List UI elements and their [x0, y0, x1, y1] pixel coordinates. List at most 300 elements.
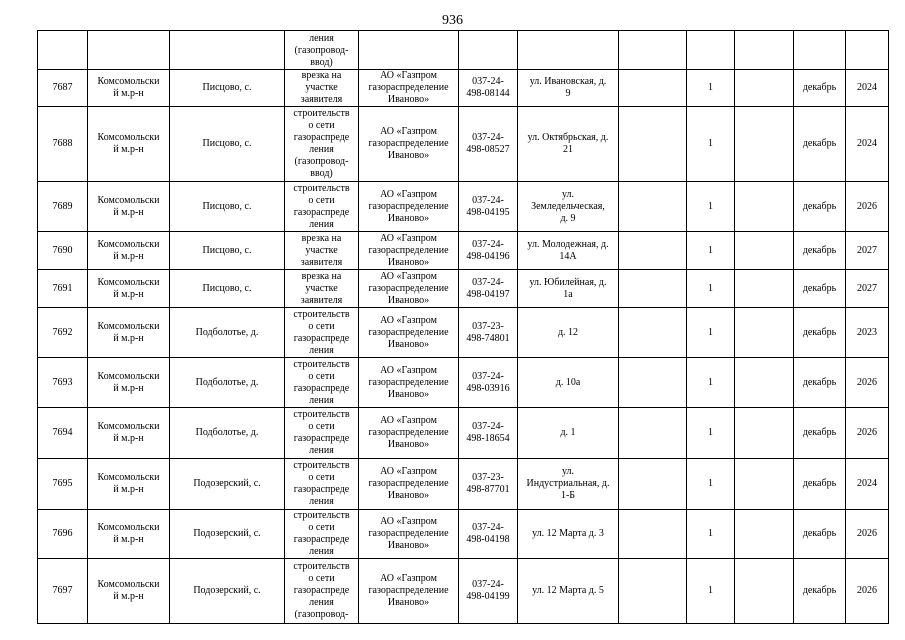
- org-line: АО «Газпром: [380, 232, 437, 244]
- cell-empty-a: [619, 70, 687, 107]
- cell-empty-b: [735, 232, 794, 270]
- org-line: АО «Газпром: [380, 314, 437, 326]
- org-line: газораспределение: [368, 326, 449, 338]
- cell-year: 2026: [846, 510, 889, 559]
- cell-empty-a: [619, 182, 687, 232]
- district-line: й м.р-н: [113, 332, 144, 344]
- cell-qty: 1: [687, 408, 735, 459]
- district-line: й м.р-н: [113, 484, 144, 495]
- district-line: Комсомольски: [97, 276, 160, 288]
- code-line: 037-24-: [472, 76, 504, 87]
- cell-month: декабрь: [794, 70, 846, 107]
- address-line: 9: [565, 88, 571, 99]
- cell-month: [794, 31, 846, 70]
- address-line: ул. Октябрьская, д.: [527, 132, 609, 143]
- district-line: Комсомольски: [97, 472, 160, 483]
- address-line: д. 9: [560, 212, 576, 224]
- code-line: 498-74801: [466, 332, 510, 344]
- cell-org: [359, 308, 459, 358]
- work-type-line: врезка на: [301, 232, 342, 244]
- cell-qty: 1: [687, 270, 735, 308]
- cell-work-type: [285, 358, 359, 408]
- cell-num: 7697: [38, 559, 88, 624]
- address-line: д. 10а: [555, 376, 581, 388]
- cell-org: [359, 70, 459, 107]
- cell-empty-b: [735, 559, 794, 624]
- org-line: газораспределение: [368, 244, 449, 256]
- cell-month: декабрь: [794, 358, 846, 408]
- cell-month: декабрь: [794, 408, 846, 459]
- work-type-line: газораспреде: [293, 132, 350, 143]
- district-line: й м.р-н: [113, 206, 144, 218]
- org-line: Иваново»: [387, 490, 430, 501]
- work-type-line: о сети: [308, 194, 335, 206]
- org-line: АО «Газпром: [380, 270, 437, 282]
- address-line: ул. 12 Марта д. 3: [532, 528, 604, 539]
- cell-year: 2027: [846, 232, 889, 270]
- cell-work-type: [285, 270, 359, 308]
- code-line: 498-04198: [466, 534, 510, 545]
- district-line: й м.р-н: [113, 288, 144, 300]
- cell-district: [88, 232, 170, 270]
- cell-address: [518, 408, 619, 459]
- org-line: Иваново»: [387, 150, 430, 161]
- work-type-line: ления: [309, 496, 334, 507]
- org-line: Иваново»: [387, 212, 430, 224]
- cell-num: 7696: [38, 510, 88, 559]
- table-row: [38, 358, 889, 408]
- code-line: 037-24-: [472, 194, 504, 206]
- code-line: 498-87701: [466, 484, 510, 495]
- district-line: Комсомольски: [97, 194, 160, 206]
- code-line: 037-24-: [472, 579, 504, 590]
- code-line: 037-24-: [472, 238, 504, 250]
- cell-org: [359, 182, 459, 232]
- code-line: 037-24-: [472, 370, 504, 382]
- work-type-line: врезка на: [301, 270, 342, 282]
- work-type-line: строительств: [293, 510, 350, 521]
- code-line: 037-23-: [472, 472, 504, 483]
- cell-address: [518, 107, 619, 182]
- work-type-line: газораспреде: [293, 484, 350, 495]
- cell-empty-a: [619, 408, 687, 459]
- cell-empty-a: [619, 358, 687, 408]
- work-type-line: ления: [309, 597, 334, 608]
- address-line: Земледельческая,: [531, 200, 605, 212]
- cell-org: [359, 107, 459, 182]
- cell-work-type: [285, 232, 359, 270]
- cell-district: [88, 559, 170, 624]
- cell-month: декабрь: [794, 232, 846, 270]
- address-line: д. 12: [557, 326, 579, 338]
- cell-code: [459, 182, 518, 232]
- gas-connection-table: [37, 30, 889, 624]
- code-line: 498-04197: [466, 288, 510, 300]
- address-line: 14А: [559, 250, 577, 262]
- cell-month: декабрь: [794, 270, 846, 308]
- cell-work-type: [285, 459, 359, 510]
- page-number: 936: [442, 13, 463, 28]
- cell-empty-b: [735, 459, 794, 510]
- cell-qty: 1: [687, 510, 735, 559]
- cell-empty-a: [619, 308, 687, 358]
- cell-settlement: Писцово, с.: [170, 182, 285, 232]
- address-line: Индустриальная, д.: [526, 478, 610, 489]
- cell-org: [359, 270, 459, 308]
- work-type-line: строительств: [293, 308, 350, 320]
- cell-district: [88, 182, 170, 232]
- cell-address: [518, 270, 619, 308]
- org-line: газораспределение: [368, 138, 449, 149]
- cell-month: декабрь: [794, 459, 846, 510]
- cell-district: [88, 70, 170, 107]
- cell-address: [518, 308, 619, 358]
- cell-year: 2026: [846, 358, 889, 408]
- cell-num: [38, 31, 88, 70]
- cell-district: [88, 510, 170, 559]
- table-row: [38, 70, 889, 107]
- cell-settlement: Писцово, с.: [170, 107, 285, 182]
- code-line: 498-03916: [466, 382, 510, 394]
- cell-settlement: Подболотье, д.: [170, 308, 285, 358]
- org-line: Иваново»: [387, 388, 430, 400]
- org-line: Иваново»: [387, 439, 430, 450]
- cell-work-type: [285, 510, 359, 559]
- cell-org: [359, 559, 459, 624]
- cell-code: [459, 70, 518, 107]
- code-line: 037-24-: [472, 276, 504, 288]
- org-line: АО «Газпром: [380, 126, 437, 137]
- cell-qty: 1: [687, 107, 735, 182]
- work-type-line: участке: [305, 244, 338, 256]
- cell-code: [459, 232, 518, 270]
- work-type-line: газораспреде: [293, 382, 350, 394]
- district-line: Комсомольски: [97, 370, 160, 382]
- work-type-line: строительств: [293, 460, 350, 471]
- cell-settlement: Подозерский, с.: [170, 559, 285, 624]
- address-line: ул. Юбилейная, д.: [529, 276, 607, 288]
- org-line: АО «Газпром: [380, 188, 437, 200]
- cell-empty-a: [619, 459, 687, 510]
- cell-year: 2027: [846, 270, 889, 308]
- cell-empty-b: [735, 107, 794, 182]
- org-line: Иваново»: [387, 294, 430, 306]
- work-type-line: о сети: [308, 421, 335, 432]
- work-type-line: о сети: [308, 370, 335, 382]
- cell-address: [518, 358, 619, 408]
- work-type-line: о сети: [308, 472, 335, 483]
- work-type-line: строительств: [293, 561, 350, 572]
- code-line: 498-04196: [466, 250, 510, 262]
- work-line: ления: [309, 33, 334, 44]
- org-line: АО «Газпром: [380, 516, 437, 527]
- district-line: й м.р-н: [113, 534, 144, 545]
- cell-empty-b: [735, 408, 794, 459]
- cell-empty-b: [735, 358, 794, 408]
- code-line: 498-04199: [466, 591, 510, 602]
- address-line: 1-Б: [560, 490, 576, 501]
- work-type-line: ления: [309, 445, 334, 456]
- table-row: [38, 107, 889, 182]
- cell-address: [518, 459, 619, 510]
- org-line: газораспределение: [368, 585, 449, 596]
- cell-settlement: Подозерский, с.: [170, 459, 285, 510]
- cell-org: [359, 459, 459, 510]
- cell-empty-a: [619, 270, 687, 308]
- org-line: газораспределение: [368, 82, 449, 93]
- address-line: ул. 12 Марта д. 5: [532, 585, 604, 596]
- table-row: [38, 408, 889, 459]
- cell-address: [518, 510, 619, 559]
- org-line: газораспределение: [368, 427, 449, 438]
- address-line: 21: [563, 144, 573, 155]
- code-line: 498-08527: [466, 144, 510, 155]
- cell-num: 7691: [38, 270, 88, 308]
- table-row: [38, 232, 889, 270]
- cell-year: 2026: [846, 182, 889, 232]
- cell-address: [518, 559, 619, 624]
- cell-empty-a: [619, 31, 687, 70]
- cell-empty-b: [735, 70, 794, 107]
- cell-num: 7689: [38, 182, 88, 232]
- work-type-line: ления: [309, 344, 334, 356]
- org-line: Иваново»: [387, 540, 430, 551]
- table-row-continued: [38, 31, 889, 70]
- cell-num: 7688: [38, 107, 88, 182]
- cell-settlement: Писцово, с.: [170, 232, 285, 270]
- address-line: ул. Молодежная, д.: [527, 238, 609, 250]
- work-type-line: участке: [305, 282, 338, 294]
- cell-district: [88, 107, 170, 182]
- cell-qty: 1: [687, 459, 735, 510]
- cell-year: 2026: [846, 559, 889, 624]
- work-type-line: врезка на: [301, 70, 342, 81]
- cell-address: [518, 232, 619, 270]
- org-line: газораспределение: [368, 376, 449, 388]
- cell-num: 7694: [38, 408, 88, 459]
- table-row: [38, 308, 889, 358]
- cell-empty-b: [735, 308, 794, 358]
- cell-org: [359, 510, 459, 559]
- org-line: газораспределение: [368, 478, 449, 489]
- org-line: АО «Газпром: [380, 573, 437, 584]
- cell-code: [459, 510, 518, 559]
- cell-empty-b: [735, 270, 794, 308]
- table-row: [38, 510, 889, 559]
- address-line: д. 1: [560, 427, 576, 438]
- cell-org: [359, 31, 459, 70]
- cell-month: декабрь: [794, 510, 846, 559]
- district-line: Комсомольски: [97, 76, 160, 87]
- code-line: 498-08144: [466, 88, 510, 99]
- cell-address: [518, 70, 619, 107]
- cell-code: [459, 107, 518, 182]
- cell-year: 2024: [846, 107, 889, 182]
- address-line: ул.: [561, 466, 575, 477]
- cell-code: [459, 459, 518, 510]
- cell-settlement: Писцово, с.: [170, 270, 285, 308]
- org-line: Иваново»: [387, 597, 430, 608]
- cell-work-type: [285, 31, 359, 70]
- cell-empty-b: [735, 510, 794, 559]
- cell-address: [518, 182, 619, 232]
- org-line: газораспределение: [368, 200, 449, 212]
- code-line: 037-24-: [472, 132, 504, 143]
- cell-num: 7695: [38, 459, 88, 510]
- work-type-line: строительств: [293, 358, 350, 370]
- org-line: АО «Газпром: [380, 364, 437, 376]
- cell-settlement: [170, 31, 285, 70]
- cell-code: [459, 559, 518, 624]
- work-type-line: участке: [305, 82, 338, 93]
- district-line: й м.р-н: [113, 144, 144, 155]
- cell-code: [459, 358, 518, 408]
- work-type-line: о сети: [308, 573, 335, 584]
- cell-qty: 1: [687, 232, 735, 270]
- district-line: Комсомольски: [97, 522, 160, 533]
- cell-settlement: Писцово, с.: [170, 70, 285, 107]
- district-line: Комсомольски: [97, 320, 160, 332]
- work-type-line: газораспреде: [293, 534, 350, 545]
- cell-code: [459, 270, 518, 308]
- cell-empty-b: [735, 31, 794, 70]
- cell-work-type: [285, 559, 359, 624]
- work-type-line: заявителя: [300, 294, 343, 306]
- cell-district: [88, 358, 170, 408]
- district-line: Комсомольски: [97, 238, 160, 250]
- cell-year: 2024: [846, 70, 889, 107]
- cell-code: [459, 31, 518, 70]
- table-row: [38, 559, 889, 624]
- cell-work-type: [285, 308, 359, 358]
- work-line: (газопровод-: [294, 45, 349, 56]
- table-row: [38, 270, 889, 308]
- cell-org: [359, 358, 459, 408]
- work-type-line: газораспреде: [293, 585, 350, 596]
- cell-district: [88, 31, 170, 70]
- district-line: й м.р-н: [113, 250, 144, 262]
- district-line: й м.р-н: [113, 591, 144, 602]
- cell-qty: [687, 31, 735, 70]
- work-type-line: ления: [309, 144, 334, 155]
- cell-settlement: Подболотье, д.: [170, 358, 285, 408]
- cell-num: 7692: [38, 308, 88, 358]
- cell-empty-a: [619, 559, 687, 624]
- cell-num: 7693: [38, 358, 88, 408]
- cell-code: [459, 308, 518, 358]
- org-line: газораспределение: [368, 282, 449, 294]
- cell-org: [359, 232, 459, 270]
- org-line: АО «Газпром: [380, 466, 437, 477]
- work-type-line: строительств: [293, 409, 350, 420]
- work-type-line: (газопровод-: [294, 609, 349, 620]
- district-line: Комсомольски: [97, 579, 160, 590]
- cell-work-type: [285, 408, 359, 459]
- org-line: АО «Газпром: [380, 70, 437, 81]
- cell-empty-a: [619, 510, 687, 559]
- cell-qty: 1: [687, 559, 735, 624]
- cell-settlement: Подозерский, с.: [170, 510, 285, 559]
- table-row: [38, 182, 889, 232]
- work-type-line: о сети: [308, 320, 335, 332]
- cell-district: [88, 270, 170, 308]
- cell-address: [518, 31, 619, 70]
- work-type-line: строительств: [293, 108, 350, 119]
- code-line: 037-24-: [472, 421, 504, 432]
- work-type-line: о сети: [308, 120, 335, 131]
- work-type-line: о сети: [308, 522, 335, 533]
- code-line: 037-24-: [472, 522, 504, 533]
- cell-empty-a: [619, 232, 687, 270]
- work-type-line: строительств: [293, 182, 350, 194]
- cell-work-type: [285, 107, 359, 182]
- cell-year: [846, 31, 889, 70]
- work-type-line: ления: [309, 546, 334, 557]
- cell-qty: 1: [687, 358, 735, 408]
- org-line: Иваново»: [387, 256, 430, 268]
- address-line: 1а: [563, 288, 573, 300]
- cell-code: [459, 408, 518, 459]
- district-line: й м.р-н: [113, 382, 144, 394]
- cell-qty: 1: [687, 308, 735, 358]
- cell-settlement: Подболотье, д.: [170, 408, 285, 459]
- work-type-line: ления: [309, 394, 334, 406]
- work-type-line: ввод): [310, 168, 333, 179]
- district-line: й м.р-н: [113, 433, 144, 444]
- org-line: АО «Газпром: [380, 415, 437, 426]
- address-line: ул. Ивановская, д.: [529, 76, 607, 87]
- cell-qty: 1: [687, 70, 735, 107]
- cell-district: [88, 308, 170, 358]
- cell-empty-a: [619, 107, 687, 182]
- code-line: 498-04195: [466, 206, 510, 218]
- cell-qty: 1: [687, 182, 735, 232]
- address-line: ул.: [561, 188, 575, 200]
- work-type-line: газораспреде: [293, 332, 350, 344]
- work-type-line: заявителя: [300, 256, 343, 268]
- cell-year: 2023: [846, 308, 889, 358]
- cell-year: 2026: [846, 408, 889, 459]
- district-line: Комсомольски: [97, 421, 160, 432]
- code-line: 498-18654: [466, 433, 510, 444]
- code-line: 037-23-: [472, 320, 504, 332]
- work-type-line: ления: [309, 218, 334, 230]
- table-row: [38, 459, 889, 510]
- cell-org: [359, 408, 459, 459]
- org-line: Иваново»: [387, 338, 430, 350]
- cell-work-type: [285, 182, 359, 232]
- cell-month: декабрь: [794, 559, 846, 624]
- cell-district: [88, 408, 170, 459]
- work-type-line: заявителя: [300, 94, 343, 105]
- cell-empty-b: [735, 182, 794, 232]
- org-line: Иваново»: [387, 94, 430, 105]
- cell-year: 2024: [846, 459, 889, 510]
- work-line: ввод): [310, 57, 333, 68]
- cell-num: 7687: [38, 70, 88, 107]
- cell-month: декабрь: [794, 308, 846, 358]
- cell-work-type: [285, 70, 359, 107]
- district-line: Комсомольски: [97, 132, 160, 143]
- work-type-line: газораспреде: [293, 433, 350, 444]
- cell-num: 7690: [38, 232, 88, 270]
- cell-district: [88, 459, 170, 510]
- work-type-line: газораспреде: [293, 206, 350, 218]
- district-line: й м.р-н: [113, 88, 144, 99]
- work-type-line: (газопровод-: [294, 156, 349, 167]
- cell-month: декабрь: [794, 107, 846, 182]
- org-line: газораспределение: [368, 528, 449, 539]
